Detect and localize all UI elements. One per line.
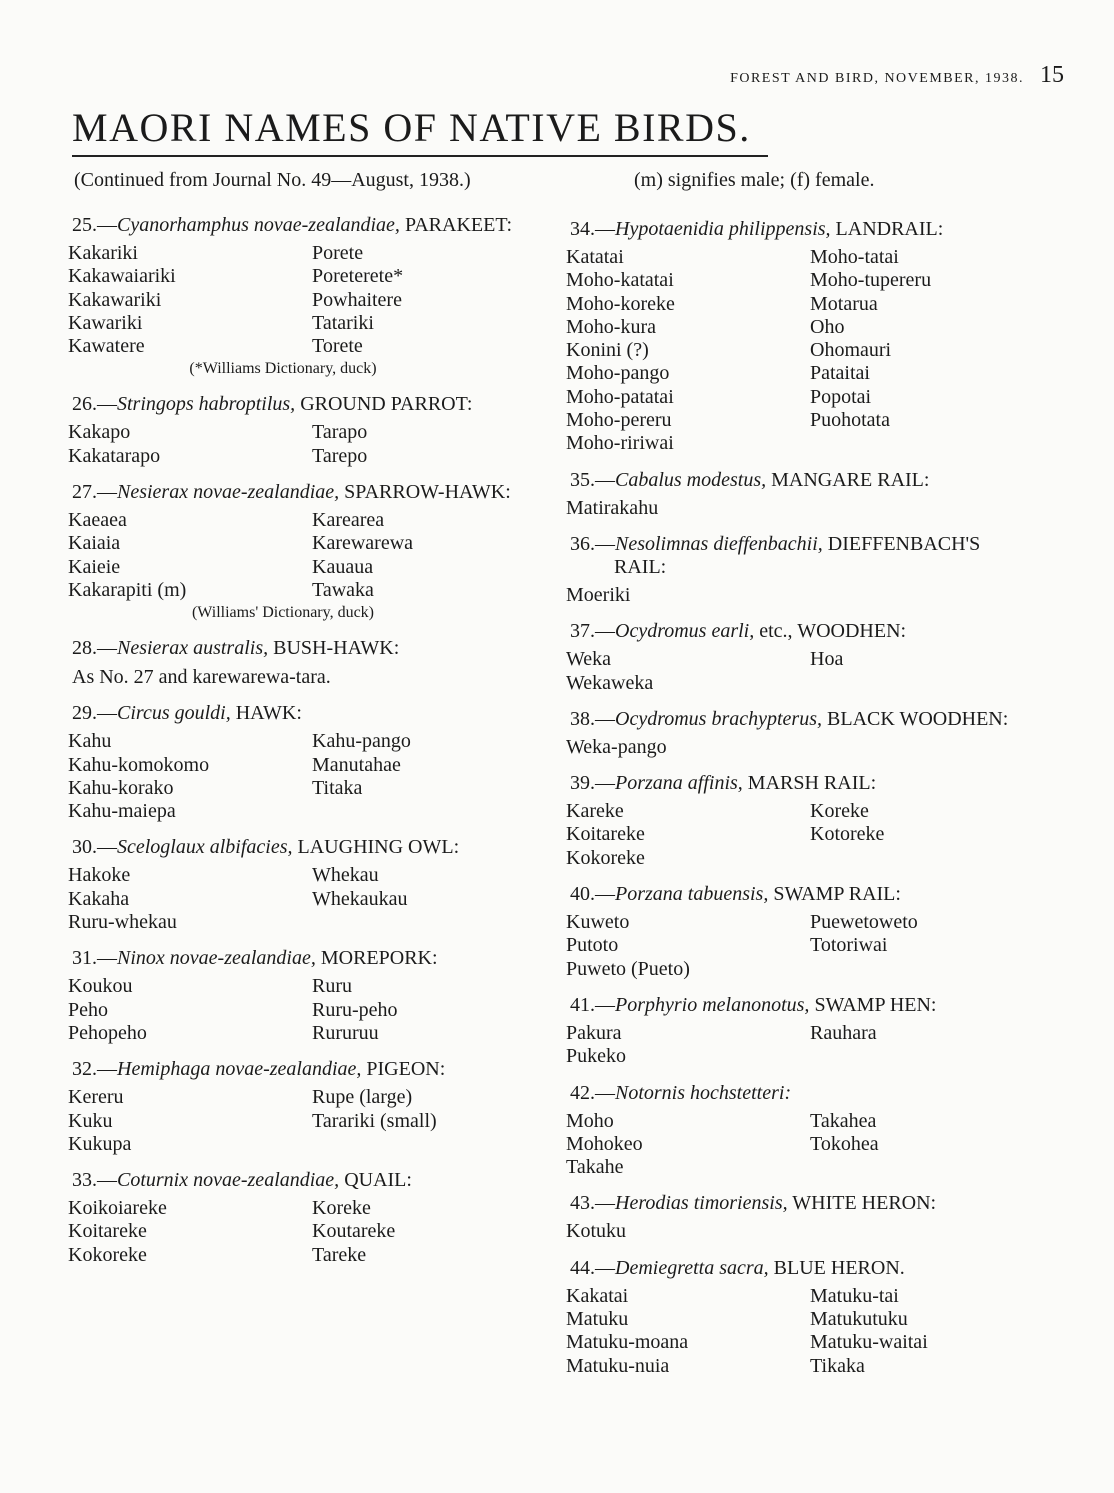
maori-name: Puohotata — [810, 409, 890, 432]
maori-name: Whekaukau — [312, 887, 408, 910]
maori-name: Kahu-maiepa — [68, 800, 176, 823]
entry-number: 34.— — [570, 218, 615, 240]
maori-name: Konini (?) — [566, 339, 649, 362]
maori-name: Kakatai — [566, 1284, 629, 1307]
title-underline — [72, 155, 768, 157]
bird-entry — [68, 702, 538, 823]
entry-number: 29.— — [72, 702, 117, 725]
maori-names-list — [68, 421, 538, 468]
maori-name: Mohokeo — [566, 1132, 643, 1155]
maori-name: Tarariki (small) — [312, 1109, 437, 1132]
maori-name: Moho-tupereru — [810, 269, 932, 292]
maori-name: Matuku-moana — [566, 1331, 689, 1354]
species-heading — [566, 218, 1028, 241]
maori-name: Moho-pango — [566, 362, 670, 385]
species-heading — [566, 469, 1028, 492]
maori-name: Matirakahu — [566, 496, 659, 519]
entry-number: 35.— — [570, 468, 615, 491]
maori-name: Hoa — [810, 648, 844, 671]
maori-name: Kokoreke — [566, 846, 645, 869]
species-heading — [68, 702, 538, 725]
bird-entry — [68, 214, 538, 380]
scientific-name: Porphyrio melanonotus, — [615, 993, 810, 1016]
species-heading — [566, 772, 1028, 795]
dictionary-note: (Williams' Dictionary, duck) — [191, 604, 375, 622]
maori-name: Titaka — [312, 776, 363, 799]
maori-name: Moho-koreke — [566, 292, 675, 315]
continuation-note: (Continued from Journal No. 49—August, 1938.) — [74, 169, 471, 191]
bird-entry — [68, 393, 538, 468]
common-name: MARSH RAIL: — [742, 772, 877, 795]
scientific-name: Coturnix novae-zealandiae, — [117, 1169, 340, 1192]
scientific-name: Circus gouldi, — [117, 702, 231, 725]
maori-name: Moho — [566, 1109, 614, 1132]
common-name: WHITE HERON: — [787, 1192, 937, 1215]
maori-name: Porete — [312, 242, 364, 264]
maori-names-list — [68, 242, 538, 358]
maori-name: Koitareke — [566, 823, 645, 846]
common-name: SWAMP RAIL: — [768, 883, 901, 906]
maori-name: Tawaka — [312, 578, 374, 601]
maori-name: Puweto (Pueto) — [566, 957, 690, 980]
entry-number: 26.— — [72, 393, 117, 416]
scientific-name: Cabalus modestus, — [615, 468, 767, 491]
maori-name: Moho-katatai — [566, 269, 674, 292]
maori-name: Kareke — [566, 800, 624, 823]
maori-names-list — [566, 1220, 1028, 1243]
maori-name: Tarapo — [312, 421, 368, 444]
bird-entry — [566, 883, 1028, 981]
species-heading — [566, 1192, 1028, 1215]
entry-number: 25.— — [72, 214, 117, 236]
entry-number: 40.— — [570, 883, 615, 906]
scientific-name: Notornis hochstetteri: — [615, 1081, 792, 1104]
maori-names-list — [566, 648, 1028, 695]
maori-name: Kahu-korako — [68, 776, 174, 799]
maori-name: Kotuku — [566, 1220, 626, 1243]
maori-name: Koitareke — [68, 1220, 147, 1243]
species-heading — [68, 947, 538, 970]
scientific-name: Porzana affinis, — [615, 772, 743, 795]
scientific-name: Ocydromus earli, — [615, 620, 755, 643]
entry-number: 43.— — [570, 1192, 615, 1215]
common-name: MANGARE RAIL: — [766, 468, 930, 491]
maori-names-list — [566, 1285, 1028, 1378]
maori-name: Koreke — [312, 1197, 371, 1220]
maori-name: Moho-ririwai — [566, 432, 674, 455]
maori-name: Pataitai — [810, 362, 870, 385]
running-head — [730, 62, 1064, 90]
maori-name: Moho-kura — [566, 315, 656, 338]
scientific-name: Stringops habroptilus, — [117, 393, 296, 416]
maori-name: Ruru-whekau — [68, 911, 177, 934]
maori-name: Kakaha — [68, 887, 130, 910]
species-heading — [566, 1082, 1028, 1105]
entry-number: 33.— — [72, 1169, 117, 1192]
maori-name: Ruru — [312, 975, 352, 998]
maori-name: Kuweto — [566, 911, 630, 934]
bird-entry — [566, 708, 1028, 759]
common-name: DIEFFENBACH'S RAIL: — [614, 532, 981, 578]
common-name: MOREPORK: — [315, 947, 438, 970]
maori-name: Matuku — [566, 1308, 629, 1331]
entry-number: 36.— — [570, 532, 615, 555]
maori-names-list — [566, 1110, 1028, 1180]
scientific-name: Hemiphaga novae-zealandiae, — [117, 1058, 362, 1081]
common-name: PIGEON: — [361, 1058, 446, 1081]
bird-entry — [566, 533, 1028, 607]
species-heading — [68, 637, 538, 660]
maori-name: Tikaka — [810, 1354, 865, 1377]
maori-name: Moho-patatai — [566, 385, 674, 408]
maori-name: Kauaua — [312, 555, 374, 578]
page-number: 15 — [1040, 62, 1064, 88]
bird-entry — [68, 481, 538, 624]
maori-name: Kakawariki — [68, 288, 162, 311]
scientific-name: Porzana tabuensis, — [615, 883, 769, 906]
entry-number: 27.— — [72, 481, 117, 504]
maori-name: Hakoke — [68, 864, 131, 887]
bird-entry — [68, 947, 538, 1045]
maori-name: Katatai — [566, 246, 624, 268]
maori-name: Koikoiareke — [68, 1197, 167, 1220]
maori-name: Kakarapiti (m) — [68, 578, 187, 601]
maori-name: Kawariki — [68, 311, 143, 334]
scientific-name: Nesierax novae-zealandiae, — [117, 481, 340, 504]
maori-name: Matuku-waitai — [810, 1331, 928, 1354]
maori-name: Weka-pango — [566, 735, 667, 758]
maori-name: Torete — [312, 335, 363, 358]
bird-entry — [566, 1257, 1028, 1378]
species-heading — [566, 883, 1028, 906]
bird-entry — [566, 469, 1028, 520]
right-column — [566, 218, 1028, 1391]
maori-name: Tarepo — [312, 444, 368, 467]
scientific-name: Nesolimnas dieffenbachii, — [615, 532, 823, 555]
maori-name: Tokohea — [810, 1132, 879, 1155]
bird-entry — [566, 772, 1028, 870]
entry-number: 44.— — [570, 1256, 615, 1279]
maori-name: Powhaitere — [312, 288, 402, 311]
species-heading — [68, 214, 538, 237]
common-name: BUSH-HAWK: — [268, 637, 400, 660]
maori-name: Kakawaiariki — [68, 265, 176, 288]
maori-name: Rauhara — [810, 1021, 877, 1044]
bird-entry — [68, 1058, 538, 1156]
maori-names-list — [68, 1197, 538, 1267]
scientific-name: Ocydromus brachypterus, — [615, 707, 823, 730]
maori-name: Matuku-nuia — [566, 1354, 670, 1377]
left-column — [68, 214, 538, 1280]
entry-number: 31.— — [72, 947, 117, 970]
maori-name: Moeriki — [566, 583, 631, 606]
maori-names-list — [566, 911, 1028, 981]
maori-name: Ruru-peho — [312, 998, 398, 1021]
maori-name: Matukutuku — [810, 1308, 908, 1331]
gender-legend: (m) signifies male; (f) female. — [634, 169, 875, 191]
bird-entry — [566, 1192, 1028, 1243]
species-heading — [566, 994, 1028, 1017]
common-name: SWAMP HEN: — [809, 993, 937, 1016]
maori-name: Kaeaea — [68, 509, 127, 532]
maori-name: Ohomauri — [810, 339, 892, 362]
maori-names-list — [566, 736, 1028, 759]
maori-names-list — [566, 497, 1028, 520]
species-heading — [68, 1058, 538, 1081]
maori-name: Totoriwai — [810, 934, 888, 957]
common-name: BLUE HERON. — [768, 1256, 905, 1279]
scientific-name: Ninox novae-zealandiae, — [117, 947, 316, 970]
maori-name: Takahea — [810, 1109, 877, 1132]
maori-name: Kotoreke — [810, 823, 885, 846]
species-heading — [566, 708, 1028, 731]
dictionary-note: (*Williams Dictionary, duck) — [189, 360, 377, 378]
maori-name: Pakura — [566, 1021, 622, 1044]
bird-entry — [566, 620, 1028, 695]
maori-name: Karearea — [312, 509, 385, 532]
bird-entry — [566, 994, 1028, 1069]
entry-number: 37.— — [570, 620, 615, 643]
species-heading — [68, 1169, 538, 1192]
maori-name: Koukou — [68, 975, 133, 998]
bird-entry — [68, 836, 538, 934]
species-heading — [566, 620, 1028, 643]
maori-name: Rupe (large) — [312, 1086, 413, 1109]
bird-entry — [566, 218, 1028, 456]
maori-names-list — [566, 246, 1028, 456]
species-heading — [68, 836, 538, 859]
scientific-name: Sceloglaux albifacies, — [117, 836, 293, 859]
maori-name: Poreterete* — [312, 265, 404, 288]
entry-text: As No. 27 and karewarewa-tara. — [72, 666, 331, 689]
maori-names-list — [68, 975, 538, 1045]
maori-name: Oho — [810, 315, 845, 338]
maori-name: Whekau — [312, 864, 379, 887]
common-name: GROUND PARROT: — [295, 393, 473, 416]
maori-name: Weka — [566, 648, 612, 671]
maori-name: Kakapo — [68, 421, 131, 444]
maori-name: Moho-tatai — [810, 246, 899, 268]
scientific-name: Cyanorhamphus novae-zealandiae, — [117, 214, 400, 236]
maori-name: Koreke — [810, 800, 869, 823]
species-heading — [68, 481, 538, 504]
maori-names-list — [566, 1022, 1028, 1069]
maori-name: Motarua — [810, 292, 878, 315]
scientific-name: Herodias timoriensis, — [615, 1192, 788, 1215]
maori-name: Kereru — [68, 1086, 124, 1109]
maori-name: Tatariki — [312, 311, 374, 334]
scientific-name: Nesierax australis, — [117, 637, 269, 660]
maori-name: Kakatarapo — [68, 444, 161, 467]
maori-names-list — [566, 584, 1028, 607]
species-heading — [566, 1257, 1028, 1280]
maori-name: Kahu — [68, 730, 112, 753]
species-heading — [68, 393, 538, 416]
common-name: SPARROW-HAWK: — [339, 481, 511, 504]
common-name: etc., WOODHEN: — [754, 620, 907, 643]
maori-names-list — [68, 730, 538, 823]
entry-number: 38.— — [570, 707, 615, 730]
maori-name: Koutareke — [312, 1220, 396, 1243]
maori-name: Peho — [68, 998, 108, 1021]
maori-name: Kaiaia — [68, 532, 121, 555]
entry-number: 41.— — [570, 993, 615, 1016]
publication-line: FOREST AND BIRD, NOVEMBER, 1938. — [730, 71, 1024, 86]
common-name: QUAIL: — [339, 1169, 412, 1192]
maori-name: Pukeko — [566, 1045, 626, 1068]
page-title: MAORI NAMES OF NATIVE BIRDS. — [72, 105, 751, 150]
maori-name: Takahe — [566, 1156, 624, 1179]
common-name: BLACK WOODHEN: — [822, 707, 1009, 730]
maori-name: Matuku-tai — [810, 1284, 899, 1307]
maori-name: Kahu-komokomo — [68, 753, 210, 776]
maori-name: Kawatere — [68, 335, 145, 358]
maori-name: Kuku — [68, 1109, 113, 1132]
maori-names-list — [566, 800, 1028, 870]
maori-name: Popotai — [810, 385, 872, 408]
maori-name: Tareke — [312, 1243, 367, 1266]
bird-entry — [566, 1082, 1028, 1180]
maori-name: Puewetoweto — [810, 911, 918, 934]
maori-name: Pehopeho — [68, 1021, 147, 1044]
entry-number: 42.— — [570, 1081, 615, 1104]
species-heading — [566, 533, 1028, 579]
maori-name: Karewarewa — [312, 532, 414, 555]
maori-name: Rururuu — [312, 1021, 379, 1044]
entry-number: 39.— — [570, 772, 615, 795]
bird-entry — [68, 1169, 538, 1267]
maori-name: Moho-pereru — [566, 409, 672, 432]
scientific-name: Hypotaenidia philippensis, — [615, 218, 831, 240]
maori-names-list — [68, 1086, 538, 1156]
scientific-name: Demiegretta sacra, — [615, 1256, 769, 1279]
maori-name: Putoto — [566, 934, 619, 957]
entry-number: 32.— — [72, 1058, 117, 1081]
entry-number: 28.— — [72, 637, 117, 660]
maori-name: Kaieie — [68, 555, 121, 578]
common-name: PARAKEET: — [399, 214, 513, 236]
maori-names-list — [68, 509, 538, 602]
bird-entry — [68, 637, 538, 689]
maori-name: Kakariki — [68, 242, 138, 264]
entry-number: 30.— — [72, 836, 117, 859]
maori-name: Manutahae — [312, 753, 401, 776]
common-name: HAWK: — [230, 702, 302, 725]
common-name: LAUGHING OWL: — [292, 836, 460, 859]
maori-name: Kukupa — [68, 1132, 132, 1155]
maori-names-list — [68, 864, 538, 934]
maori-name: Kahu-pango — [312, 730, 411, 753]
maori-name: Wekaweka — [566, 671, 654, 694]
maori-name: Kokoreke — [68, 1243, 147, 1266]
common-name: LANDRAIL: — [830, 218, 944, 240]
